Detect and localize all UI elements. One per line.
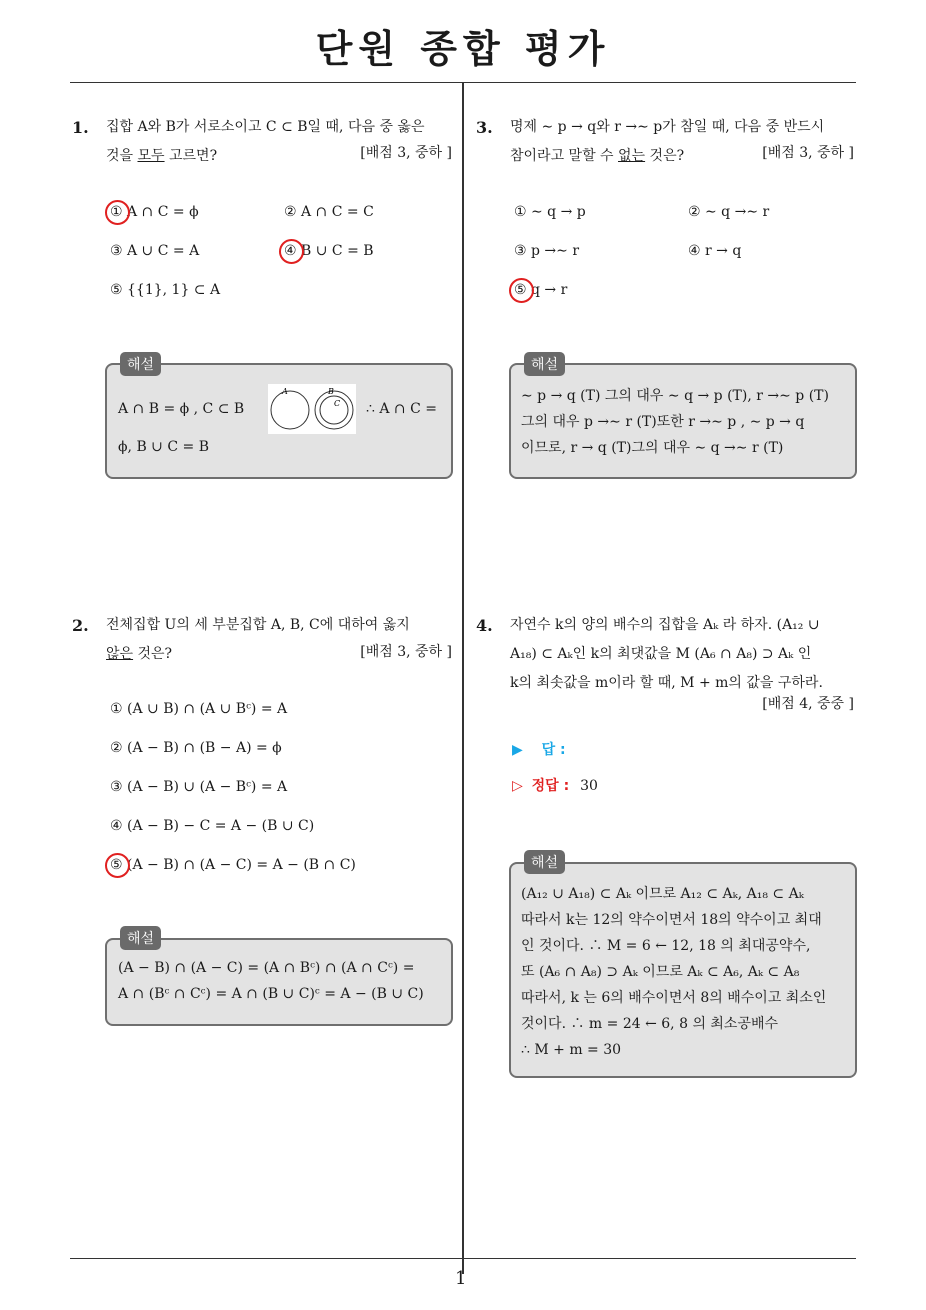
q2-text-line1: 전체집합 U의 세 부분집합 A, B, C에 대하여 옳지 [106, 617, 410, 633]
q1-underlined-word: 모두 [137, 148, 165, 164]
q3-option-1[interactable]: ① ∼ q → p [514, 204, 586, 220]
answer-circle-mark [279, 239, 304, 264]
q4-score: [배점 4, 중중 ] [762, 696, 854, 712]
correct-answer-value: 30 [580, 778, 598, 794]
q3-option-5[interactable]: ⑤ q → r [514, 282, 568, 298]
q4-solution-line: 또 (A₆ ∩ A₈) ⊃ Aₖ 이므로 Aₖ ⊂ A₆, Aₖ ⊂ A₈ [521, 964, 800, 980]
q1-solution-line1-right: ∴ A ∩ C = [366, 401, 437, 417]
q1-option-2[interactable]: ② A ∩ C = C [284, 204, 374, 220]
q4-solution-label: 해설 [524, 850, 565, 874]
q2-option-1[interactable]: ① (A ∪ B) ∩ (A ∪ Bᶜ) = A [110, 701, 288, 717]
answer-circle-mark [509, 278, 534, 303]
page-number: 1 [455, 1268, 467, 1289]
q1-text-line1: 집합 A와 B가 서로소이고 C ⊂ B일 때, 다음 중 옳은 [106, 119, 425, 135]
q1-solution-label: 해설 [120, 352, 161, 376]
q3-option-2[interactable]: ② ∼ q →∼ r [688, 204, 770, 220]
q1-option-3[interactable]: ③ A ∪ C = A [110, 243, 200, 259]
q4-text [510, 611, 860, 698]
q4-solution-line: 따라서, k 는 6의 배수이면서 8의 배수이고 최소인 [521, 990, 827, 1006]
q4-solution-line: (A₁₂ ∪ A₁₈) ⊂ Aₖ 이므로 A₁₂ ⊂ Aₖ, A₁₈ ⊂ Aₖ [521, 886, 804, 902]
q3-solution-label: 해설 [524, 352, 565, 376]
q3-solution-line1: ∼ p → q (T) 그의 대우 ∼ q → p (T), r →∼ p (T) [521, 388, 829, 404]
q2-option-2[interactable]: ② (A − B) ∩ (B − A) = ϕ [110, 740, 282, 756]
correct-answer-label: 정답 : [531, 778, 570, 794]
q1-number: 1. [72, 118, 89, 137]
q4-text-line2: A₁₈) ⊂ Aₖ인 k의 최댓값을 M (A₆ ∩ A₈) ⊃ Aₖ 인 [510, 646, 812, 662]
q3-solution-line2: 그의 대우 p →∼ r (T)또한 r →∼ p , ∼ p → q [521, 414, 805, 430]
q4-solution-line: 따라서 k는 12의 약수이면서 18의 약수이고 최대 [521, 912, 822, 928]
q3-solution-line3: 이므로, r → q (T)그의 대우 ∼ q →∼ r (T) [521, 440, 784, 456]
play-arrow-icon: ▶ [512, 742, 523, 758]
q3-option-4[interactable]: ④ r → q [688, 243, 742, 259]
q2-text-line2: 않은 것은? [106, 646, 173, 662]
q4-solution-line: ∴ M + m = 30 [521, 1042, 622, 1058]
q4-number: 4. [476, 616, 493, 635]
q2-option-5[interactable]: ⑤ (A − B) ∩ (A − C) = A − (B ∩ C) [110, 857, 356, 873]
q4-text-line3: k의 최솟값을 m이라 할 때, M + m의 값을 구하라. [510, 675, 823, 691]
q3-option-3[interactable]: ③ p →∼ r [514, 243, 580, 259]
q1-option-5[interactable]: ⑤ {{1}, 1} ⊂ A [110, 282, 221, 298]
column-divider [462, 82, 464, 1274]
q3-text-line2: 참이라고 말할 수 없는 것은? [510, 148, 685, 164]
q2-solution-line2: A ∩ (Bᶜ ∩ Cᶜ) = A ∩ (B ∪ C)ᶜ = A − (B ∪ C) [118, 986, 424, 1002]
q4-solution-line: 인 것이다. ∴ M = 6 ← 12, 18 의 최대공약수, [521, 938, 811, 954]
q1-solution-line1-left: A ∩ B = ϕ , C ⊂ B [118, 401, 245, 417]
q2-option-3[interactable]: ③ (A − B) ∪ (A − Bᶜ) = A [110, 779, 288, 795]
venn-diagram [268, 384, 356, 434]
q1-solution-line2: ϕ, B ∪ C = B [118, 439, 209, 455]
q2-solution-line1: (A − B) ∩ (A − C) = (A ∩ Bᶜ) ∩ (A ∩ Cᶜ) = [118, 960, 415, 976]
answer-circle-mark [105, 200, 130, 225]
q2-option-4[interactable]: ④ (A − B) − C = A − (B ∪ C) [110, 818, 315, 834]
q1-score: [배점 3, 중하 ] [360, 145, 452, 161]
q3-score: [배점 3, 중하 ] [762, 145, 854, 161]
q2-underlined-word: 않은 [106, 646, 134, 662]
answer-label: 답 : [541, 742, 566, 758]
answer-row [512, 739, 566, 759]
venn-label-a: A [282, 387, 288, 396]
q1-option-4[interactable]: ④ B ∪ C = B [284, 243, 374, 259]
q3-text-line1: 명제 ∼ p → q와 r →∼ p가 참일 때, 다음 중 반드시 [510, 119, 825, 135]
venn-label-b: B [328, 387, 334, 396]
q2-score: [배점 3, 중하 ] [360, 644, 452, 660]
outline-arrow-icon: ▷ [512, 778, 523, 794]
q3-underlined-word: 없는 [618, 148, 646, 164]
q1-option-1[interactable]: ① A ∩ C = ϕ [110, 204, 199, 220]
q2-number: 2. [72, 616, 89, 635]
q1-text-line2: 것을 모두 고르면? [106, 148, 218, 164]
answer-circle-mark [105, 853, 130, 878]
correct-answer-row [512, 775, 598, 795]
page-title: 단원 종합 평가 [315, 27, 611, 71]
bottom-divider [70, 1258, 856, 1259]
q2-solution-label: 해설 [120, 926, 161, 950]
q3-number: 3. [476, 118, 493, 137]
venn-label-c: C [334, 399, 341, 408]
q4-solution-line: 것이다. ∴ m = 24 ← 6, 8 의 최소공배수 [521, 1016, 779, 1032]
q4-text-line1: 자연수 k의 양의 배수의 집합을 Aₖ 라 하자. (A₁₂ ∪ [510, 617, 820, 633]
